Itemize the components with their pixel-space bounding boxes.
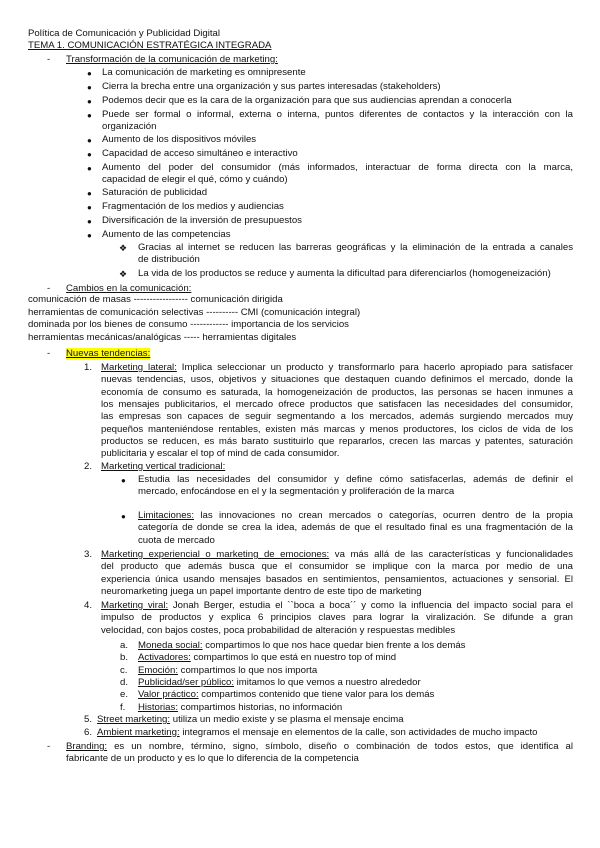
bullet-text: Fragmentación de los medios y audiencias: [102, 201, 284, 212]
comparison-line: dominada por los bienes de consumo ------------ importancia de los servicios: [28, 319, 349, 331]
lettered-item: [138, 689, 434, 701]
item-number: 6.: [84, 727, 93, 738]
letter-marker: a.: [120, 640, 129, 651]
bullet-text: capacidad de elegir el qué, cómo y cuándo): [102, 174, 288, 186]
branding-term: Branding:: [66, 741, 108, 752]
item-paragraph-line: impulso de productos y explica 6 principios claves para lograr la viralización. Se difunde a gran: [101, 612, 573, 624]
branding-line: [66, 741, 573, 753]
item-title: Marketing lateral:: [101, 362, 177, 373]
item-paragraph-line: [101, 600, 573, 612]
lettered-term: Moneda social:: [138, 640, 203, 651]
bullet-text: Capacidad de acceso simultáneo e interactivo: [102, 148, 298, 159]
item-number: 4.: [84, 600, 93, 611]
section3-heading: Nuevas tendencias:: [66, 348, 151, 359]
bullet-text: organización: [102, 121, 157, 133]
bullet-icon: ●: [87, 217, 92, 226]
item-number: 5.: [84, 714, 93, 725]
item-paragraph-line: productos se reducen, es más barato sustituirlo que repararlos, crecen las marcas y patentes, saturación: [101, 435, 573, 447]
lettered-text: compartimos lo que está en nuestro top of mind: [193, 652, 397, 664]
bullet-text: Estudia las necesidades del consumidor y define cómo satisfacerlas, además de definir el: [138, 474, 573, 485]
bullet-text: Aumento de las competencias: [102, 229, 231, 240]
sub-bullet-text: La vida de los productos se reduce y aumenta la dificultad para diferenciarlos (homogeneización): [138, 268, 551, 279]
item-title: Marketing viral:: [101, 600, 169, 611]
bullet-icon: ●: [87, 97, 92, 106]
item-paragraph-line: los mensajes publicitarios, el mercado ofrece productos que satisfacen las necesidades del consumidor,: [101, 398, 573, 410]
branding-text: es un nombre, término, signo, símbolo, diseño o combinación de todos estos, que identifica al: [114, 741, 573, 752]
bullet-text: Aumento del poder del consumidor (más informados, interactuar de forma directa con la marca,: [102, 162, 573, 173]
doc-title: Política de Comunicación y Publicidad Digital: [28, 28, 220, 39]
letter-marker: c.: [120, 664, 128, 676]
section2-heading: Cambios en la comunicación:: [66, 283, 192, 294]
lettered-text: compartimos historias, no información: [180, 701, 343, 713]
lettered-item: [138, 652, 396, 664]
item-title: Ambient marketing:: [97, 727, 180, 738]
bullet-text: Aumento de los dispositivos móviles: [102, 134, 257, 145]
lettered-text: compartimos lo que nos hace quedar bien frente a los demás: [205, 640, 466, 651]
comparison-line: herramientas mecánicas/analógicas ----- herramientas digitales: [28, 332, 297, 344]
item-paragraph-line: economía de consumo es saturada, la homogeneización de productos, las personas se hacen inmunes a: [101, 386, 573, 398]
bullet-icon: ●: [87, 83, 92, 92]
lettered-item: [138, 665, 317, 677]
lettered-term: Valor práctico:: [138, 689, 199, 701]
item-paragraph-line: experiencia única usando mensajes basados en sentimientos, pensamientos, actuaciones y sensorial. El: [101, 573, 573, 585]
item-line: [97, 714, 404, 726]
bullet-icon: ●: [87, 150, 92, 159]
diamond-icon: ❖: [119, 243, 128, 253]
bullet-icon: ●: [121, 476, 126, 485]
letter-marker: e.: [120, 689, 129, 701]
bullet-icon: ●: [87, 111, 92, 120]
lettered-item: [138, 702, 342, 714]
item-text: Jonah Berger, estudia el ``boca a boca´´ y como la influencia del impacto social para el: [172, 600, 574, 611]
lettered-item: [138, 677, 421, 689]
item-paragraph-line: velocidad, con bajos costes, poca probabilidad de alteración y respuestas medibles: [101, 624, 456, 636]
lettered-text: compartimos lo que nos importa: [180, 664, 318, 676]
bullet-text: cuota de mercado: [138, 534, 215, 546]
bullet-text: Cierra la brecha entre una organización y sus partes interesadas (stakeholders): [102, 81, 441, 92]
dash-bullet: -: [47, 54, 51, 65]
item-paragraph-line: nuevas tendencias, usos, objetivos y situaciones que destaquen cuando definimos el mercado, donde la: [101, 374, 573, 386]
comparison-line: comunicación de masas ----------------- comunicación dirigida: [28, 294, 283, 305]
item-paragraph-line: [101, 362, 573, 374]
letter-marker: d.: [120, 676, 129, 688]
bullet-icon: ●: [87, 203, 92, 212]
bullet-icon: ●: [87, 189, 92, 198]
item-title: Marketing experiencial o marketing de emociones:: [101, 549, 330, 560]
sub-bullet-text: Gracias al internet se reducen las barreras geográficas y la eliminación de la entrada a canales: [138, 242, 573, 253]
comparison-line: herramientas de comunicación selectivas ---------- CMI (comunicación integral): [28, 306, 361, 318]
topic-title: TEMA 1. COMUNICACIÓN ESTRATÉGICA INTEGRADA: [28, 40, 272, 51]
sub-bullet-text: de distribución: [138, 254, 200, 266]
item-text: integramos el mensaje en elementos de la calle, son actividades de mucho impacto: [182, 727, 538, 738]
lettered-item: [138, 640, 465, 652]
bullet-icon: ●: [87, 136, 92, 145]
lettered-term: Emoción:: [138, 664, 178, 676]
item-paragraph-line: del producto que además busca que el consumidor se implique con la marca por medio de una: [101, 561, 573, 573]
item-text: va más allá de las características y funcionalidades: [334, 549, 573, 560]
bullet-text: Diversificación de la inversión de presupuestos: [102, 215, 302, 226]
bullet-icon: ●: [87, 69, 92, 78]
item-paragraph-line: [101, 549, 573, 561]
lettered-term: Publicidad/ser público:: [138, 676, 234, 688]
item-title: Marketing vertical tradicional:: [101, 461, 226, 472]
bullet-text: mercado, enfocándose en el y la segmentación y proliferación de la marca: [138, 486, 455, 498]
bullet-icon: ●: [87, 164, 92, 173]
lettered-term: Historias:: [138, 701, 178, 713]
bullet-text: categoría de donde se crea la idea, además de que el resultado final es una fragmentación de la: [138, 522, 573, 534]
item-text: Implica seleccionar un producto y transformarlo para hacerlo apropiado para satisfacer: [181, 362, 573, 373]
bullet-lead: Limitaciones:: [138, 510, 194, 521]
item-text: utiliza un medio existe y se plasma el mensaje encima: [172, 714, 404, 725]
letter-marker: f.: [120, 701, 126, 713]
item-paragraph-line: neuromarketing juega un papel importante dentro de este tipo de marketing: [101, 585, 422, 597]
letter-marker: b.: [120, 652, 129, 664]
item-paragraph-line: las empresas son capaces de seguir segmentando a los mercados, además surgiendo mercados muy: [101, 411, 573, 423]
bullet-text: [138, 510, 573, 522]
dash-bullet: -: [47, 741, 51, 752]
dash-bullet: -: [47, 283, 51, 294]
bullet-text: Podemos decir que es la cara de la organización para que sus audiencias aprendan a conocerla: [102, 95, 512, 106]
bullet-text-part: las innovaciones no crean mercados o categorías, ocurren dentro de la propia: [200, 510, 573, 521]
branding-line: fabricante de un producto y es lo que lo diferencia de la competencia: [66, 753, 359, 765]
item-number: 2.: [84, 461, 93, 472]
bullet-icon: ●: [121, 512, 126, 521]
bullet-text: Saturación de publicidad: [102, 187, 208, 198]
bullet-text: La comunicación de marketing es omnipresente: [102, 67, 306, 78]
item-paragraph-line: pequeños manteniéndose rentables, existen más marcas y menos productores, los ciclos de vida de los: [101, 423, 573, 435]
dash-bullet: -: [47, 348, 51, 359]
lettered-text: compartimos contenido que tiene valor para los demás: [201, 689, 435, 701]
item-line: [97, 727, 538, 739]
item-number: 3.: [84, 549, 93, 560]
bullet-icon: ●: [87, 231, 92, 240]
bullet-text: Puede ser formal o informal, externa o interna, puntos diferentes de contactos y la interacción con la: [102, 109, 573, 120]
lettered-term: Activadores:: [138, 652, 191, 664]
diamond-icon: ❖: [119, 269, 128, 279]
lettered-text: imitamos lo que vemos a nuestro alrededor: [236, 676, 421, 688]
section1-heading: Transformación de la comunicación de marketing:: [66, 54, 278, 65]
item-title: Street marketing:: [97, 714, 171, 725]
item-paragraph-line: publicitaria y escalar el top of mind de cada consumidor.: [101, 448, 340, 460]
item-number: 1.: [84, 362, 93, 373]
